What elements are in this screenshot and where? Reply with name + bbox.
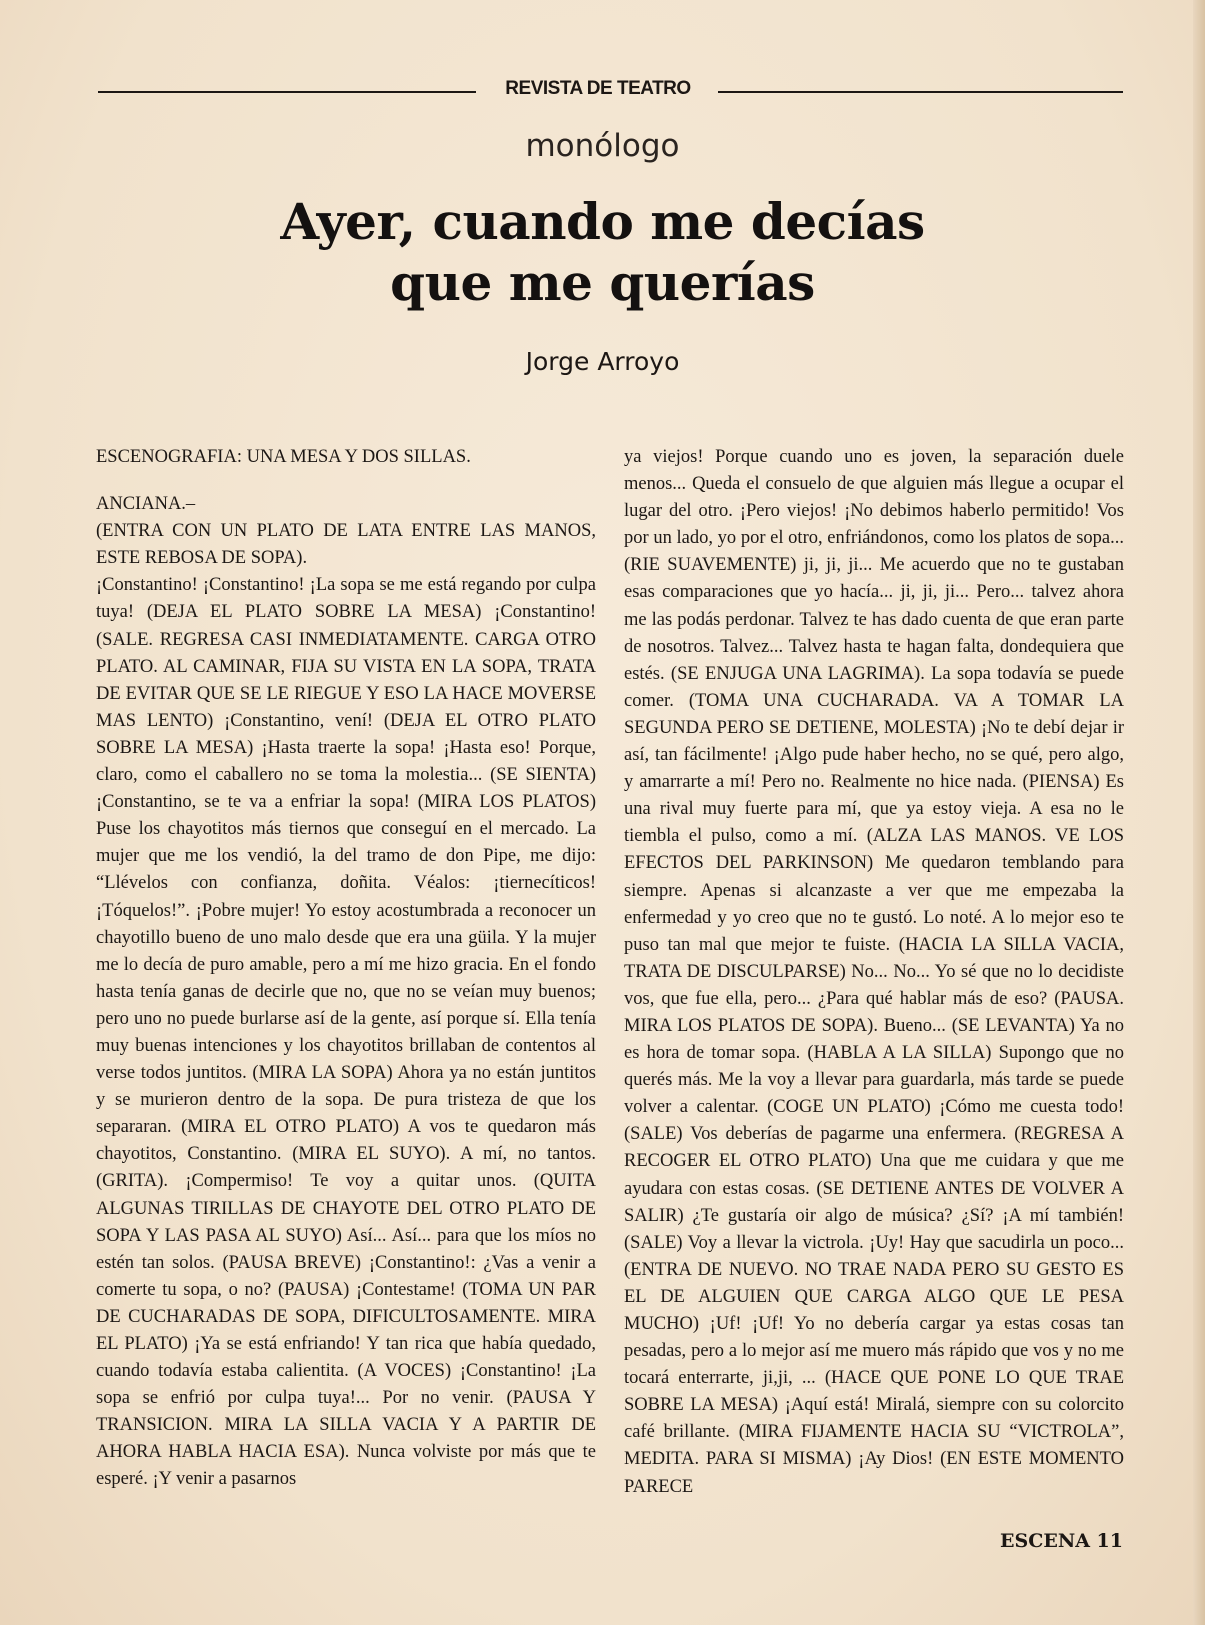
text-column-left: [96, 444, 596, 1494]
scenography-line: ESCENOGRAFIA: UNA MESA Y DOS SILLAS.: [96, 447, 471, 467]
article-title-line-1: Ayer, cuando me decías: [280, 192, 925, 251]
stage-direction: (ENTRA CON UN PLATO DE LATA ENTRE LAS MANOS, ESTE REBOSA DE SOPA).: [96, 521, 596, 569]
running-header: [98, 76, 1123, 106]
monologue-continuation: ya viejos! Porque cuando uno es joven, la separación duele menos... Queda el consuelo de que alguien más llegue a ocupar el lugar del otro. ¡Pero viejos! ¡No debimos haberlo permitido! Vos por un lado, yo por el otro, enfriándonos, como los platos de sopa... (RIE SUAVEMENTE) ji, ji, ji... Me acuerdo que no te gustaban esas comparaciones que yo hacía... ji, ji, ji... Pero... talvez ahora me las podás perdonar. Talvez te has dado cuenta de que eran parte de nosotros. Talvez... Talvez hasta te hagan falta, dondequiera que estés. (SE ENJUGA UNA LAGRIMA). La sopa todavía se puede comer. (TOMA UNA CUCHARADA. VA A TOMAR LA SEGUNDA PERO SE DETIENE, MOLESTA) ¡No te debí dejar ir así, tan fácilmente! ¡Algo pude haber hecho, no se qué, pero algo, y amarrarte a mí! Pero no. Realmente no hice nada. (PIENSA) Es una rival muy fuerte para mí, que ya estoy vieja. A esa no le tiembla el pulso, como a mí. (ALZA LAS MANOS. VE LOS EFECTOS DEL PARKINSON) Me quedaron temblando para siempre. Apenas si alcanzaste a ver que me empezaba la enfermedad y yo creo que no te gustó. Lo noté. A lo mejor eso te puso tan mal que mejor te fuiste. (HACIA LA SILLA VACIA, TRATA DE DISCULPARSE) No... No... Yo sé que no lo decidiste vos, que fue ella, pero... ¿Para qué hablar más de eso? (PAUSA. MIRA LOS PLATOS DE SOPA). Bueno... (SE LEVANTA) Ya no es hora de tomar sopa. (HABLA A LA SILLA) Supongo que no querés más. Me la voy a llevar para guardarla, más tarde se puede volver a calentar. (COGE UN PLATO) ¡Cómo me cuesta todo! (SALE) Vos deberías de pagarme una enfermera. (REGRESA A RECOGER EL OTRO PLATO) Una que me cuidara y que me ayudara con estas cosas. (SE DETIENE ANTES DE VOLVER A SALIR) ¿Te gustaría oir algo de música? ¿Sí? ¡A mí también! (SALE) Voy a llevar la victrola. ¡Uy! Hay que sacudirla un poco... (ENTRA DE NUEVO. NO TRAE NADA PERO SU GESTO ES EL DE ALGUIEN QUE CARGA ALGO QUE LE PESA MUCHO) ¡Uf! ¡Uf! Yo no debería cargar ya estas cosas tan pesadas, pero a lo mejor así me muero más rápido que vos y no me tocará enterrarte, ji,ji, ... (HACE QUE PONE LO QUE TRAE SOBRE LA MESA) ¡Aquí está! Miralá, siempre con su colorcito café brillante. (MIRA FIJAMENTE HACIA SU “VICTROLA”, MEDITA. PARA SI MISMA) ¡Ay Dios! (EN ESTE MOMENTO PARECE: [624, 447, 1124, 1497]
publication-name: REVISTA DE TEATRO: [505, 78, 691, 99]
header-rule-left: [98, 91, 476, 93]
genre-label: monólogo: [525, 128, 680, 164]
author-byline: Jorge Arroyo: [525, 347, 680, 376]
text-column-right: [624, 444, 1124, 1501]
article-title-line-2: que me querías: [390, 253, 815, 312]
header-rule-right: [718, 91, 1123, 93]
character-name: ANCIANA.–: [96, 494, 196, 515]
monologue-paragraph: ¡Constantino! ¡Constantino! ¡La sopa se me está regando por culpa tuya! (DEJA EL PLATO SOBRE LA MESA) ¡Constantino! (SALE. REGRESA CASI INMEDIATAMENTE. CARGA OTRO PLATO. AL CAMINAR, FIJA SU VISTA EN LA SOPA, TRATA DE EVITAR QUE SE LE RIEGUE Y ESO LA HACE MOVERSE MAS LENTO) ¡Constantino, vení! (DEJA EL OTRO PLATO SOBRE LA MESA) ¡Hasta traerte la sopa! ¡Hasta eso! Porque, claro, como el caballero no se toma la molestia... (SE SIENTA) ¡Constantino, se te va a enfriar la sopa! (MIRA LOS PLATOS) Puse los chayotitos más tiernos que conseguí en el mercado. La mujer que me los vendió, la del tramo de don Pipe, me dijo: “Llévelos con confianza, doñita. Véalos: ¡tiernecíticos! ¡Tóquelos!”. ¡Pobre mujer! Yo estoy acostumbrada a reconocer un chayotillo bueno de uno malo desde que era una güila. Y la mujer me lo decía de puro amable, pero a mí me hizo gracia. En el fondo hasta tenía ganas de decirle que no, que no se veían muy buenos; pero uno no puede burlarse así de la gente, así porque sí. Ella tenía muy buenas intenciones y los chayotitos brillaban de contentos al verse todos juntitos. (MIRA LA SOPA) Ahora ya no están juntitos y se murieron dentro de la sopa. De pura tristeza de que los separaran. (MIRA EL OTRO PLATO) A vos te quedaron más chayotitos, Constantino. (MIRA EL SUYO). A mí, no tantos. (GRITA). ¡Compermiso! Te voy a quitar unos. (QUITA ALGUNAS TIRILLAS DE CHAYOTE DEL OTRO PLATO DE SOPA Y LAS PASA AL SUYO) Así... Así... para que los míos no estén tan solos. (PAUSA BREVE) ¡Constantino!: ¿Vas a venir a comerte tu sopa, o no? (PAUSA) ¡Contestame! (TOMA UN PAR DE CUCHARADAS DE SOPA, DIFICULTOSAMENTE. MIRA EL PLATO) ¡Ya se está enfriando! Y tan rica que había quedado, cuando todavía estaba calientita. (A VOCES) ¡Constantino! ¡La sopa se enfrió por culpa tuya!... Por no venir. (PAUSA Y TRANSICION. MIRA LA SILLA VACIA Y A PARTIR DE AHORA HABLA HACIA ESA). Nunca volviste por más que te esperé. ¡Y venir a pasarnos: [96, 575, 596, 1490]
page-folio: ESCENA 11: [1000, 1530, 1123, 1552]
